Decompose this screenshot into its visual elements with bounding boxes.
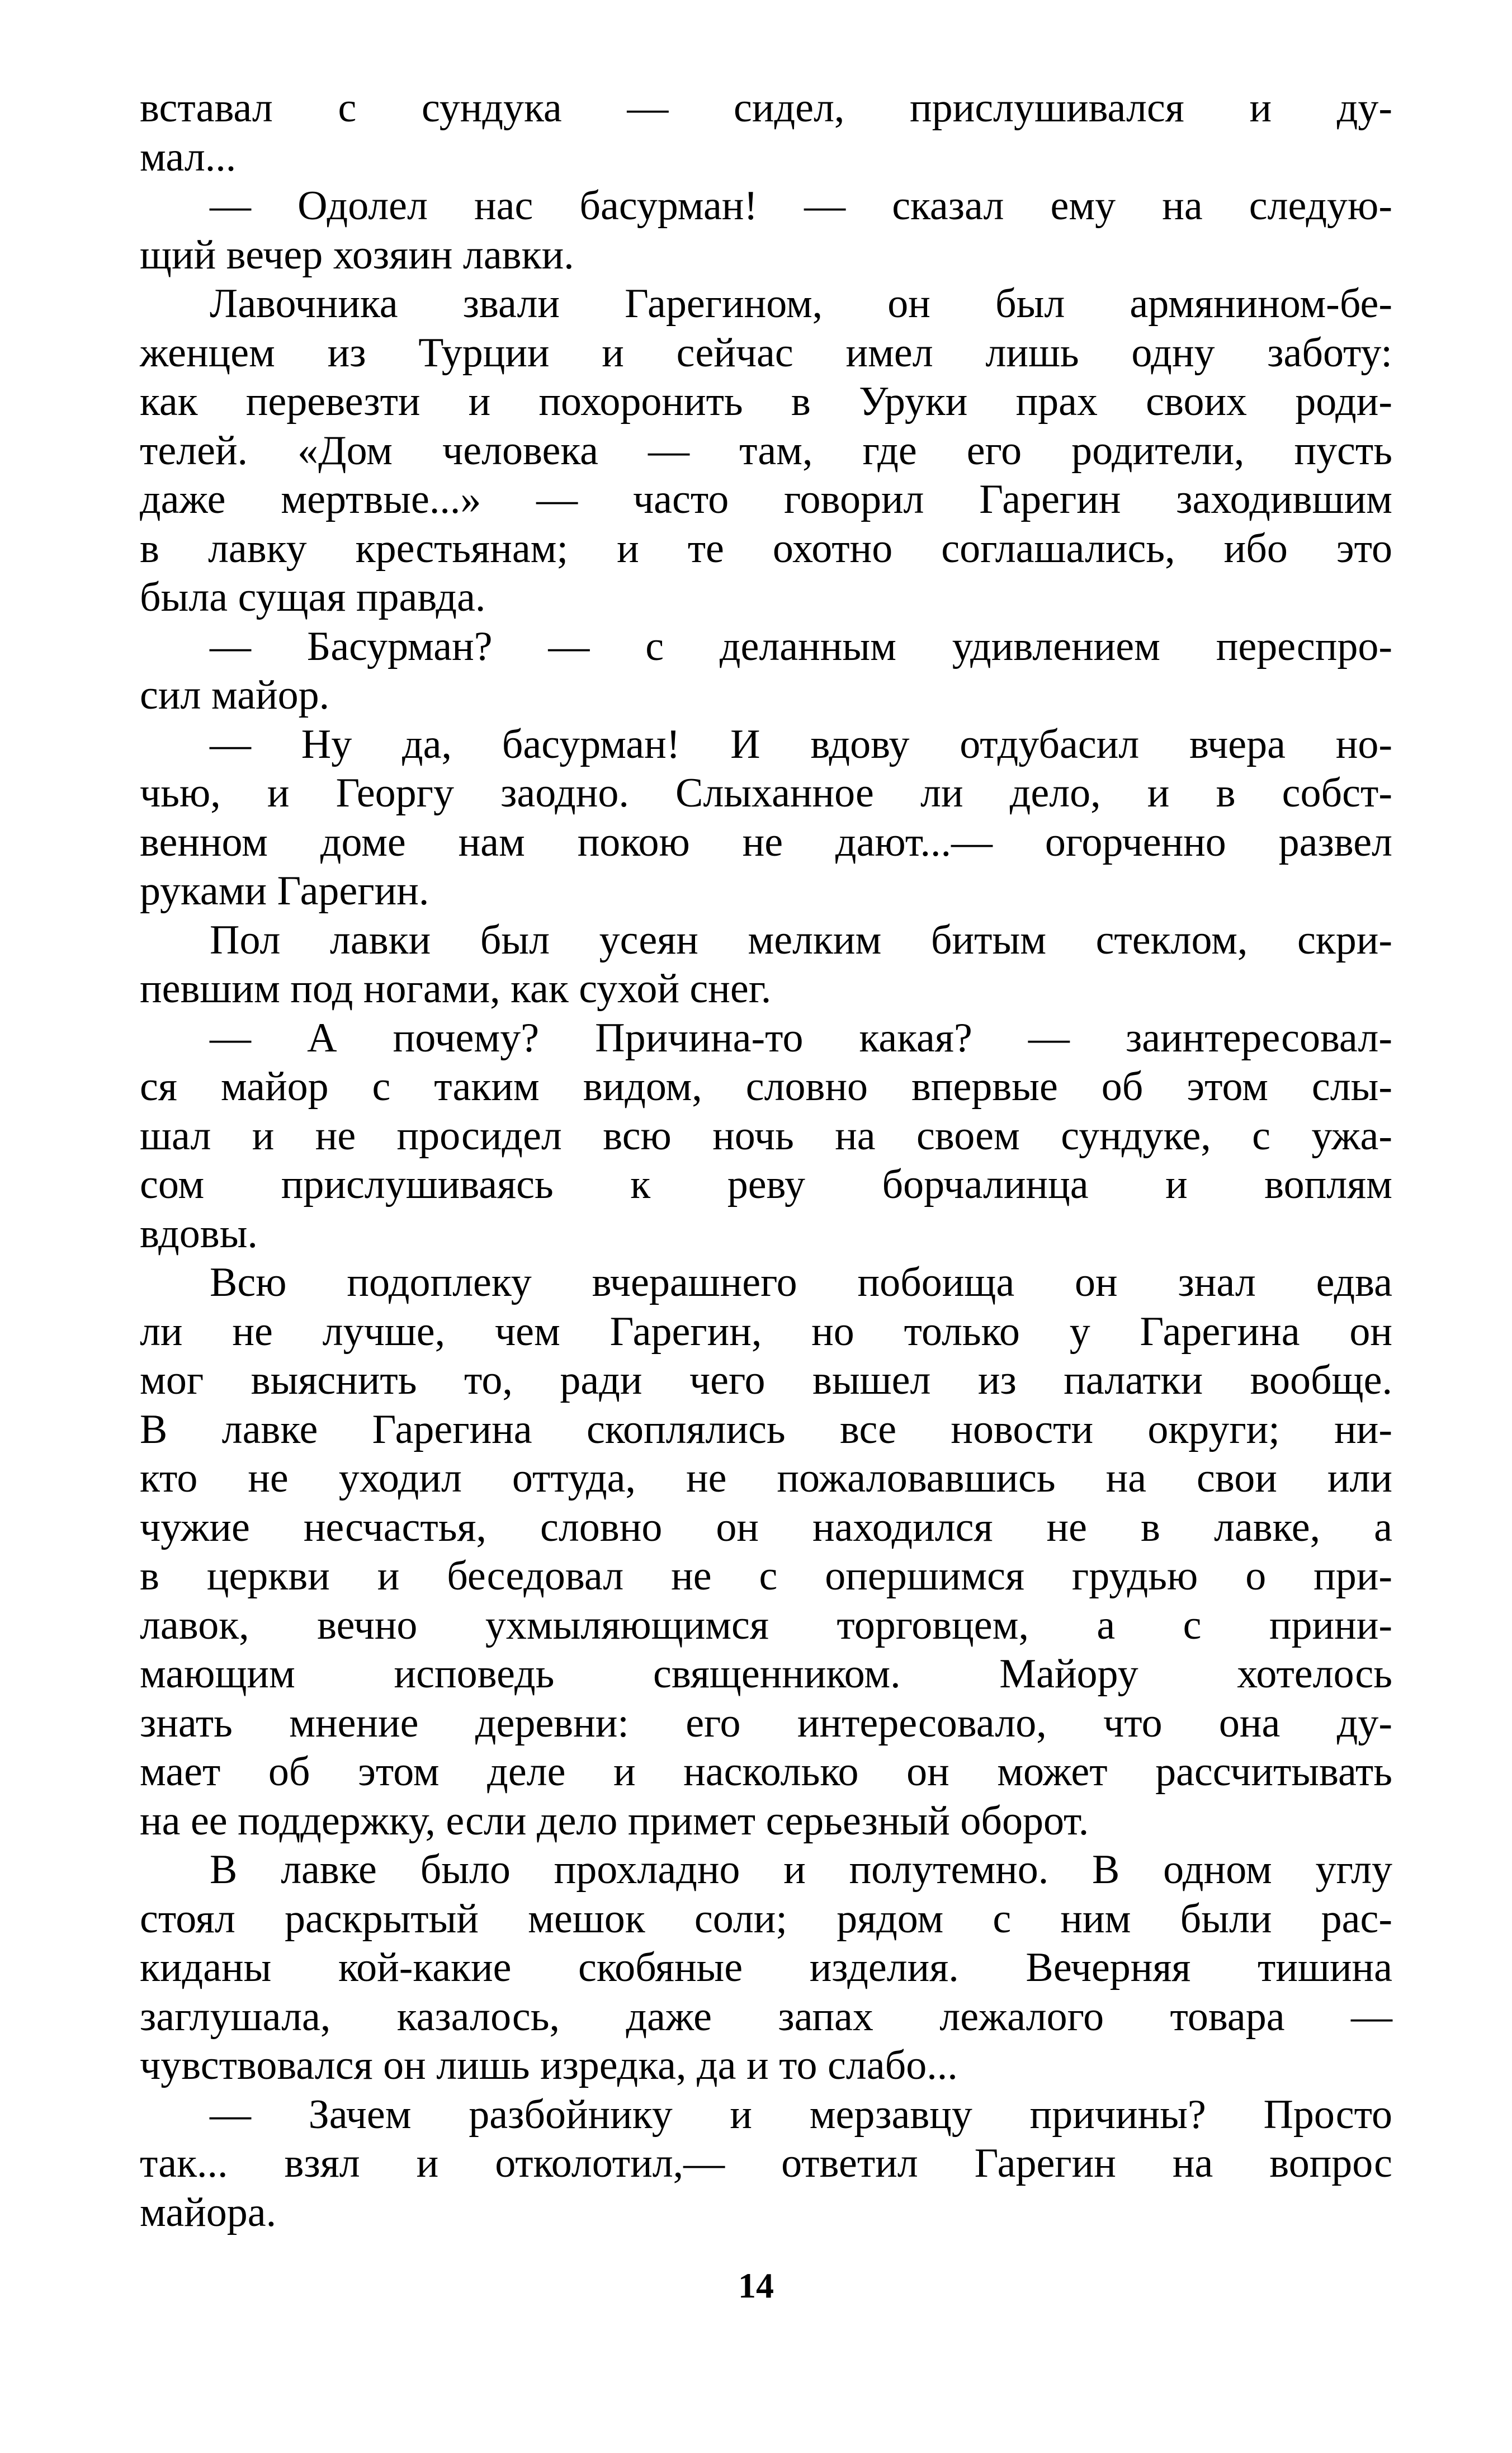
text-line: мал... — [140, 134, 237, 180]
text-line: чью, и Георгу заодно. Слыханное ли дело, и в собст- — [140, 770, 1392, 816]
text-line: даже мертвые...» — часто говорил Гарегин заходившим — [140, 477, 1392, 522]
text-line: женцем из Турции и сейчас имел лишь одну заботу: — [140, 329, 1392, 376]
text-line: стоял раскрытый мешок соли; рядом с ним были рас- — [140, 1895, 1392, 1942]
text-line: телей. «Дом человека — там, где его родители, пусть — [140, 427, 1392, 474]
text-line: чувствовался он лишь изредка, да и то слабо... — [140, 2042, 958, 2088]
text-line: сом прислушиваясь к реву борчалинца и воплям — [140, 1162, 1392, 1207]
text-line: в церкви и беседовал не с опершимся грудью о при- — [140, 1553, 1392, 1599]
text-line: — Басурман? — с деланным удивлением переспро- — [210, 623, 1392, 669]
text-line: — Одолел нас басурман! — сказал ему на следую- — [210, 183, 1392, 229]
text-line: — А почему? Причина-то какая? — заинтересовал- — [210, 1015, 1392, 1061]
text-line: ся майор с таким видом, словно впервые об этом слы- — [140, 1064, 1392, 1110]
body-text — [140, 84, 1392, 2237]
page-number: 14 — [738, 2266, 774, 2305]
text-line: Всю подоплеку вчерашнего побоища он знал едва — [210, 1259, 1392, 1305]
text-line: В лавке было прохладно и полутемно. В одном углу — [210, 1847, 1392, 1893]
text-line: кто не уходил оттуда, не пожаловавшись на свои или — [140, 1455, 1392, 1501]
text-line: как перевезти и похоронить в Уруки прах своих роди- — [140, 379, 1392, 424]
text-line: вставал с сундука — сидел, прислушивался и ду- — [140, 85, 1392, 131]
text-line: была сущая правда. — [140, 574, 486, 620]
text-line: мающим исповедь священником. Майору хотелось — [140, 1651, 1392, 1697]
text-line: так... взял и отколотил,— ответил Гарегин на вопрос — [140, 2140, 1392, 2186]
text-line: руками Гарегин. — [140, 868, 429, 914]
text-line: заглушала, казалось, даже запах лежалого товара — — [140, 1993, 1392, 2040]
text-line: певшим под ногами, как сухой снег. — [140, 966, 772, 1012]
text-line: В лавке Гарегина скоплялись все новости округи; ни- — [140, 1406, 1392, 1452]
text-line: вдовы. — [140, 1210, 258, 1257]
text-line: чужие несчастья, словно он находился не в лавке, а — [140, 1504, 1392, 1550]
text-line: знать мнение деревни: его интересовало, что она ду- — [140, 1700, 1392, 1746]
text-line: в лавку крестьянам; и те охотно соглашались, ибо это — [140, 525, 1392, 572]
text-line: венном доме нам покою не дают...— огорченно развел — [140, 819, 1392, 865]
text-line: щий вечер хозяин лавки. — [140, 232, 574, 278]
text-line: Лавочника звали Гарегином, он был армянином-бе- — [210, 281, 1392, 327]
text-line: лавок, вечно ухмыляющимся торговцем, а с прини- — [140, 1602, 1392, 1648]
text-line: майора. — [140, 2189, 277, 2235]
text-line: киданы кой-какие скобяные изделия. Вечерняя тишина — [140, 1945, 1392, 1990]
text-line: ли не лучше, чем Гарегин, но только у Гарегина он — [140, 1308, 1392, 1355]
text-line: Пол лавки был усеян мелким битым стеклом, скри- — [210, 917, 1392, 963]
text-line: мает об этом деле и насколько он может рассчитывать — [140, 1749, 1392, 1795]
text-line: — Ну да, басурман! И вдову отдубасил вчера но- — [210, 721, 1392, 767]
text-line: сил майор. — [140, 672, 330, 718]
text-line: на ее поддержку, если дело примет серьезный оборот. — [140, 1798, 1089, 1844]
text-line: — Зачем разбойнику и мерзавцу причины? Просто — [210, 2091, 1392, 2138]
text-line: мог выяснить то, ради чего вышел из палатки вообще. — [140, 1357, 1392, 1403]
text-line: шал и не просидел всю ночь на своем сундуке, с ужа- — [140, 1112, 1392, 1159]
